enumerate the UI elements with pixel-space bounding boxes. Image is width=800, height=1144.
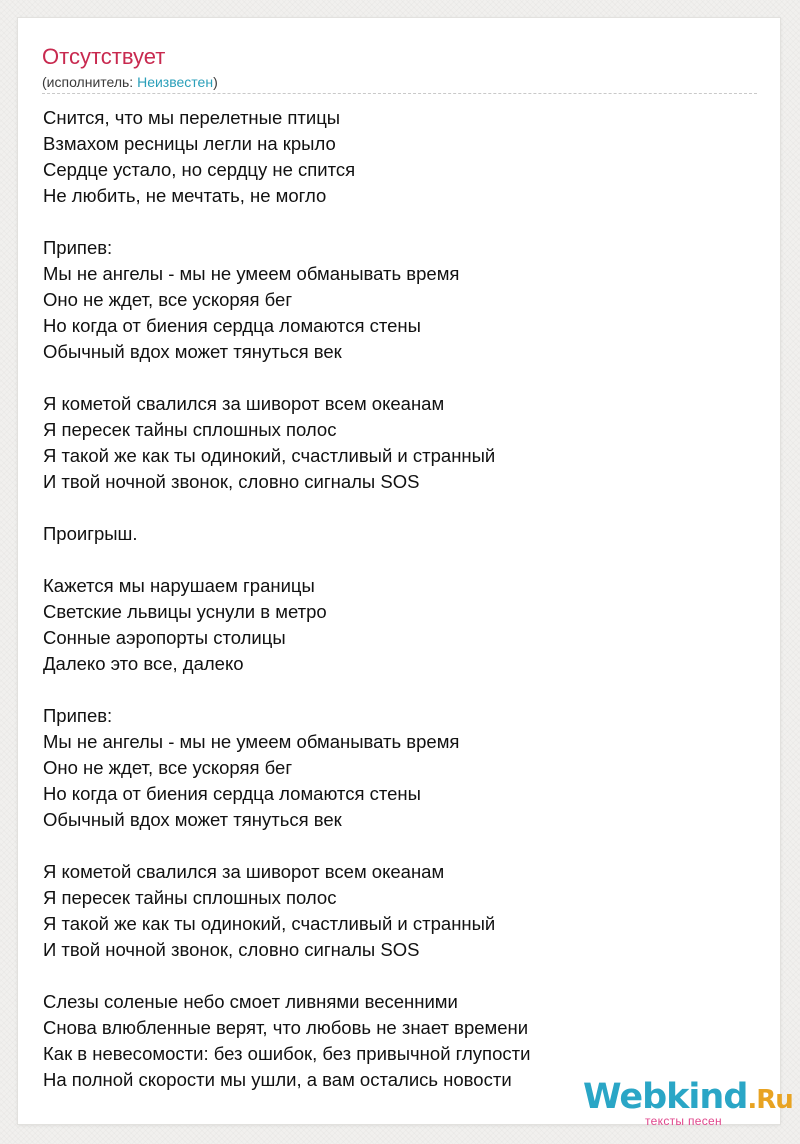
lyrics-stanza (43, 573, 763, 677)
logo-tagline: тексты песен (645, 1114, 722, 1128)
lyric-line: Мы не ангелы - мы не умеем обманывать время (43, 263, 460, 284)
lyric-line: Я такой же как ты одинокий, счастливый и странный (43, 445, 496, 466)
lyrics-body (43, 105, 763, 1093)
logo-tld: .Ru (747, 1085, 793, 1115)
lyric-line: Сердце устало, но сердцу не спится (43, 159, 356, 180)
webkind-logo[interactable] (583, 1077, 793, 1133)
dashed-separator (42, 93, 757, 94)
lyric-line: Светские львицы уснули в метро (43, 601, 327, 622)
lyric-line: Проигрыш. (43, 523, 138, 544)
lyric-line: Кажется мы нарушаем границы (43, 575, 315, 596)
lyric-line: Мы не ангелы - мы не умеем обманывать время (43, 731, 460, 752)
lyric-line: Обычный вдох может тянуться век (43, 341, 342, 362)
lyric-line: Но когда от биения сердца ломаются стены (43, 783, 421, 804)
lyric-line: Обычный вдох может тянуться век (43, 809, 342, 830)
lyrics-stanza (43, 859, 763, 963)
lyric-line: Я кометой свалился за шиворот всем океанам (43, 861, 445, 882)
lyric-line: Оно не ждет, все ускоряя бег (43, 289, 293, 310)
lyrics-stanza (43, 391, 763, 495)
lyric-line: И твой ночной звонок, словно сигналы SOS (43, 939, 420, 960)
artist-prefix: (исполнитель: (42, 74, 138, 90)
lyric-line: Я пересек тайны сплошных полос (43, 419, 337, 440)
lyric-line: Но когда от биения сердца ломаются стены (43, 315, 421, 336)
lyric-line: И твой ночной звонок, словно сигналы SOS (43, 471, 420, 492)
lyric-line: Как в невесомости: без ошибок, без привычной глупости (43, 1043, 531, 1064)
lyric-line: Я такой же как ты одинокий, счастливый и странный (43, 913, 496, 934)
lyric-line: Сонные аэропорты столицы (43, 627, 286, 648)
lyric-line: Слезы соленые небо смоет ливнями весенними (43, 991, 458, 1012)
logo-word: Webkind (583, 1077, 748, 1117)
lyric-line: Снова влюбленные верят, что любовь не знает времени (43, 1017, 529, 1038)
lyric-line: Припев: (43, 237, 113, 258)
artist-suffix: ) (213, 74, 218, 90)
lyric-line: Оно не ждет, все ускоряя бег (43, 757, 293, 778)
lyric-line: На полной скорости мы ушли, а вам остались новости (43, 1069, 512, 1090)
lyrics-stanza (43, 105, 763, 209)
lyric-line: Я кометой свалился за шиворот всем океанам (43, 393, 445, 414)
lyric-line: Припев: (43, 705, 113, 726)
lyric-line: Я пересек тайны сплошных полос (43, 887, 337, 908)
lyric-line: Взмахом ресницы легли на крыло (43, 133, 336, 154)
lyric-line: Снится, что мы перелетные птицы (43, 107, 341, 128)
artist-line (42, 73, 218, 91)
artist-link[interactable]: Неизвестен (137, 74, 214, 90)
lyric-line: Не любить, не мечтать, не могло (43, 185, 327, 206)
song-title: Отсутствует (42, 44, 166, 69)
lyrics-stanza (43, 235, 763, 365)
lyrics-stanza (43, 521, 763, 547)
lyric-line: Далеко это все, далеко (43, 653, 244, 674)
lyrics-stanza (43, 703, 763, 833)
